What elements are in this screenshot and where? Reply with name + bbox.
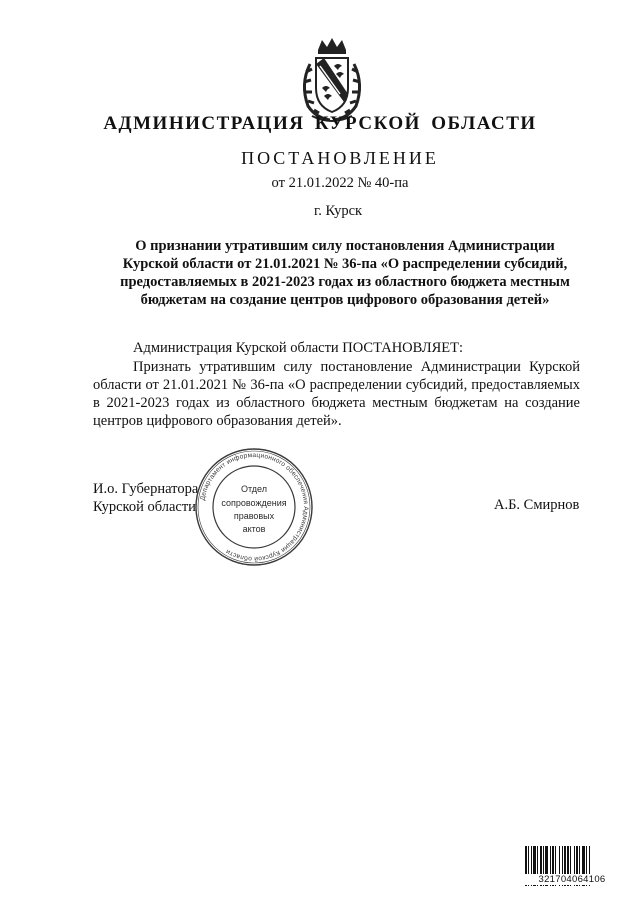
document-title bbox=[110, 237, 580, 309]
stamp-line: правовых bbox=[233, 511, 275, 521]
document-place: г. Курск bbox=[313, 203, 363, 219]
stamp-line: актов bbox=[242, 524, 266, 534]
stamp-line: сопровождения bbox=[221, 498, 287, 508]
stamp-ring-textpath: Департамент информационного обеспечения Администрации Курской области bbox=[199, 451, 310, 563]
preamble: Администрация Курской области ПОСТАНОВЛЯЕТ: bbox=[133, 340, 464, 356]
stamp-line: Отдел bbox=[240, 484, 268, 494]
title-line: предоставляемых в 2021-2023 годах из областного бюджета местным bbox=[120, 274, 570, 290]
signer-title-line: И.о. Губернатора bbox=[93, 481, 199, 497]
official-stamp bbox=[193, 446, 315, 568]
document-date-number: от 21.01.2022 № 40-па bbox=[271, 175, 409, 191]
resolution-paragraph: Признать утратившим силу постановление Администрации Курской области от 21.01.2021 № 36-па «О распределении субсидий, предоставляемых в 2021-2023 годах из областного бюджета местным бюджетам на создание центров цифрового образования детей». bbox=[93, 359, 580, 429]
signer-title-line: Курской области bbox=[93, 499, 196, 515]
signer-name: А.Б. Смирнов bbox=[494, 497, 580, 513]
title-line: Курской области от 21.01.2021 № 36-па «О распределении субсидий, bbox=[122, 256, 568, 272]
signer-title bbox=[93, 480, 198, 516]
title-line: О признании утратившим силу постановления Администрации bbox=[135, 238, 555, 254]
barcode-number: 321704064106 bbox=[524, 874, 620, 885]
kursk-coat-of-arms-icon bbox=[296, 36, 368, 124]
document-type: ПОСТАНОВЛЕНИЕ bbox=[241, 148, 439, 168]
title-line: бюджетам на создание центров цифрового образования детей» bbox=[140, 292, 550, 308]
authority-name: АДМИНИСТРАЦИЯ КУРСКОЙ ОБЛАСТИ bbox=[103, 113, 537, 134]
